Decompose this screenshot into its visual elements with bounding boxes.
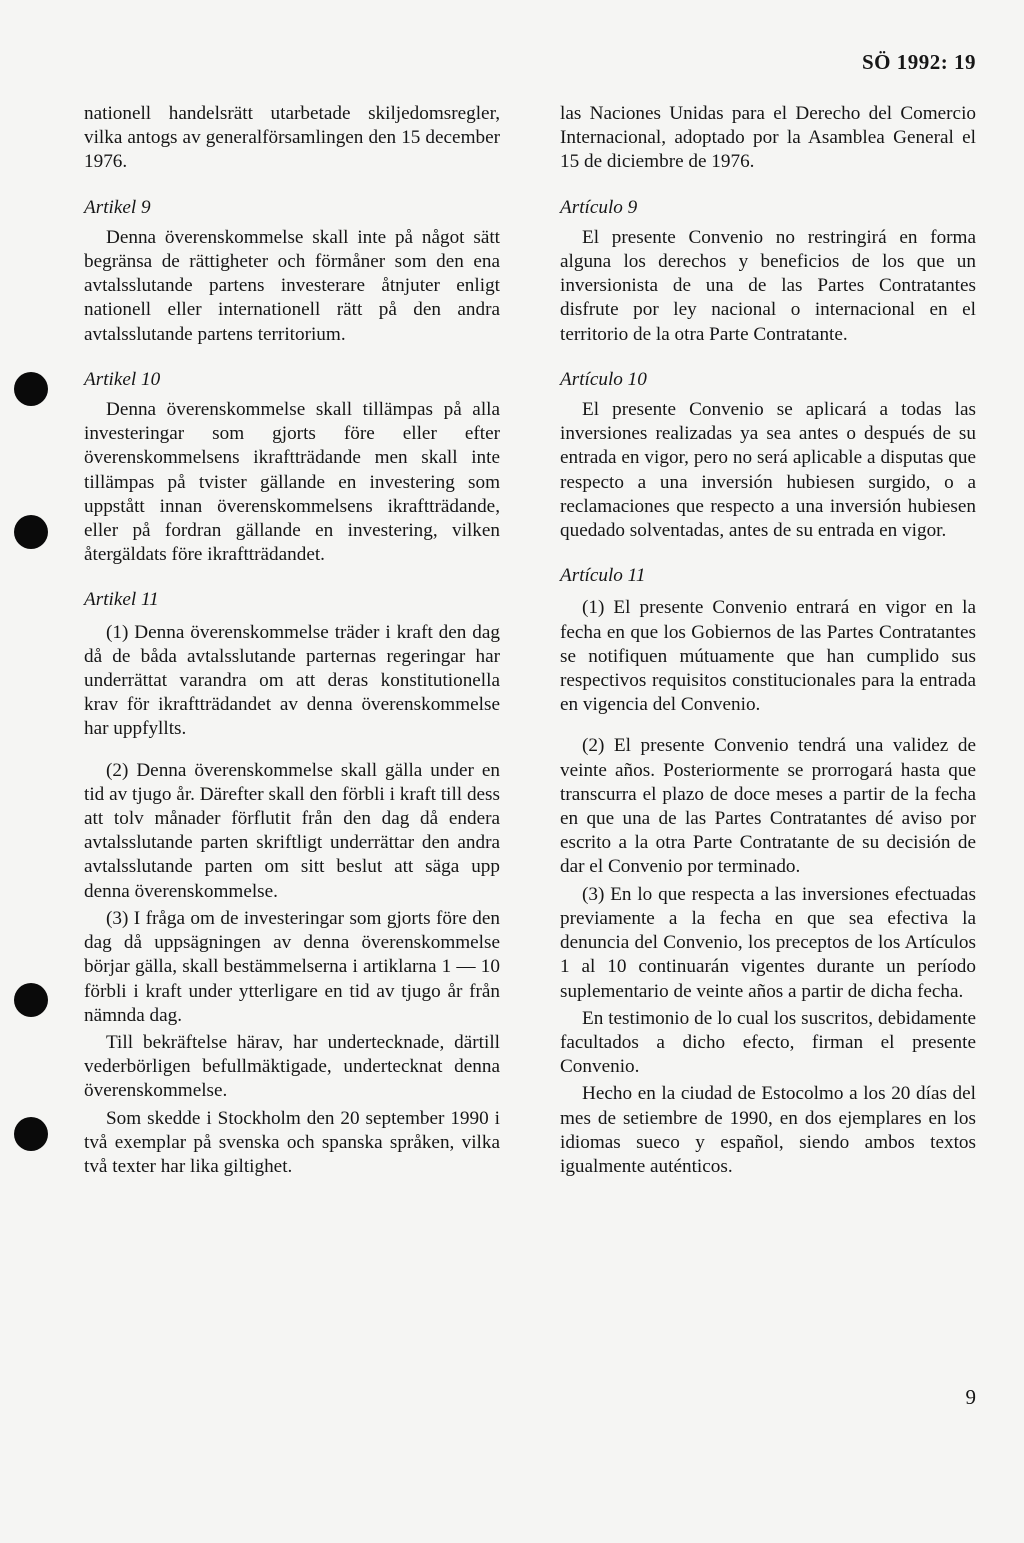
- binder-hole-4: [14, 1117, 48, 1151]
- spanish-column: [560, 102, 976, 1179]
- es-articulo-9-text: El presente Convenio no restringirá en forma alguna los derechos y beneficios de los que un inversionista de una de las Partes Contratantes disfrute por ley nacional o internacional en el territorio de la otra Parte Contratante.: [560, 226, 976, 345]
- sv-artikel-10-text: Denna överenskommelse skall tillämpas på alla investeringar som gjorts före eller efter överenskommelsens ikraftträdande men skall inte tillämpas på tvister gällande en investering som uppstått innan överenskommelsens ikraftträdande, eller på fordran gällande en investering, vilken återgäldats före ikraftträdandet.: [84, 399, 500, 566]
- binder-hole-1: [14, 372, 48, 406]
- binder-hole-2: [14, 515, 48, 549]
- sv-artikel-11-para-2: (2) Denna överenskommelse skall gälla under en tid av tjugo år. Därefter skall den förbli i kraft till dess att tolv månader förflutit från den dag då endera avtalsslutande parten skriftligt underrättar den andra avtalsslutande parten om sitt beslut att säga upp denna överenskommelse.: [84, 759, 500, 902]
- binder-hole-3: [14, 983, 48, 1017]
- swedish-column: [84, 102, 500, 1179]
- sv-artikel-9-text: Denna överenskommelse skall inte på något sätt begränsa de rättigheter och förmåner som den ena avtalsslutande partens investerare åtnjuter enligt nationell eller internationell rätt på den andra avtalsslutande partens territorium.: [84, 226, 500, 345]
- es-witness-clause: En testimonio de lo cual los suscritos, debidamente facultados a dicho efecto, firman el presente Convenio.: [560, 1007, 976, 1078]
- page-number: 9: [965, 1385, 976, 1409]
- sv-signing-clause: Som skedde i Stockholm den 20 september 1990 i två exemplar på svenska och spanska språken, vilka två texter har lika giltighet.: [84, 1107, 500, 1177]
- es-continuation-paragraph: las Naciones Unidas para el Derecho del Comercio Internacional, adoptado por la Asamblea General el 15 de diciembre de 1976.: [560, 103, 976, 173]
- es-signing-clause: Hecho en la ciudad de Estocolmo a los 20 días del mes de setiembre de 1990, en dos ejemplares en los idiomas sueco y español, siendo ambos textos igualmente auténticos.: [560, 1083, 976, 1177]
- sv-heading-artikel-9: Artikel 9: [84, 196, 151, 218]
- es-articulo-10-text: El presente Convenio se aplicará a todas las inversiones realizadas ya sea antes o después de su entrada en vigor, pero no será aplicable a disputas que respecto a una inversión hubiesen surgido, o a reclamaciones que respecto a una inversión hubiesen quedado solventadas, antes de su entrada en vigor.: [560, 399, 976, 542]
- sv-continuation-paragraph: nationell handelsrätt utarbetade skiljedomsregler, vilka antogs av generalförsamlingen den 15 december 1976.: [84, 103, 500, 173]
- sv-artikel-11-para-1: (1) Denna överenskommelse träder i kraft den dag då de båda avtalsslutande parternas regeringar har underrättat varandra om att deras konstitutionella krav för ikraftträdandet av denna överenskommelse har uppfyllts.: [84, 621, 500, 740]
- sv-artikel-11-para-3: (3) I fråga om de investeringar som gjorts före den dag då uppsägningen av denna överenskommelse börjar gälla, skall bestämmelserna i artiklarna 1 — 10 förbli i kraft under ytterligare en tid av tjugo år från nämnda dag.: [84, 907, 500, 1026]
- es-heading-articulo-11: Artículo 11: [560, 565, 646, 587]
- sv-witness-clause: Till bekräftelse härav, har undertecknade, därtill vederbörligen befullmäktigade, undertecknat denna överenskommelse.: [84, 1031, 500, 1102]
- sv-heading-artikel-10: Artikel 10: [84, 368, 161, 390]
- document-reference: SÖ 1992: 19: [861, 50, 976, 74]
- es-articulo-11-para-3: (3) En lo que respecta a las inversiones efectuadas previamente a la fecha en que sea efectiva la denuncia del Convenio, los preceptos de los Artículos 1 al 10 continuarán vigentes durante un período suplementario de veinte años a partir de dicha fecha.: [560, 883, 976, 1002]
- es-heading-articulo-9: Artículo 9: [560, 196, 638, 218]
- es-articulo-11-para-1: (1) El presente Convenio entrará en vigor en la fecha en que los Gobiernos de las Partes Contratantes se notifiquen mútuamente que han cumplido sus respectivos requisitos constitucionales para la entrada en vigencia del Convenio.: [560, 597, 976, 716]
- es-articulo-11-para-2: (2) El presente Convenio tendrá una validez de veinte años. Posteriormente se prorrogará hasta que transcurra el plazo de doce meses a partir de la fecha en que una de las Partes Contratantes dé aviso por escrito a la otra Parte Contratante de su decisión de dar el Convenio por terminado.: [560, 735, 976, 878]
- sv-heading-artikel-11: Artikel 11: [84, 589, 159, 611]
- es-heading-articulo-10: Artículo 10: [560, 368, 647, 390]
